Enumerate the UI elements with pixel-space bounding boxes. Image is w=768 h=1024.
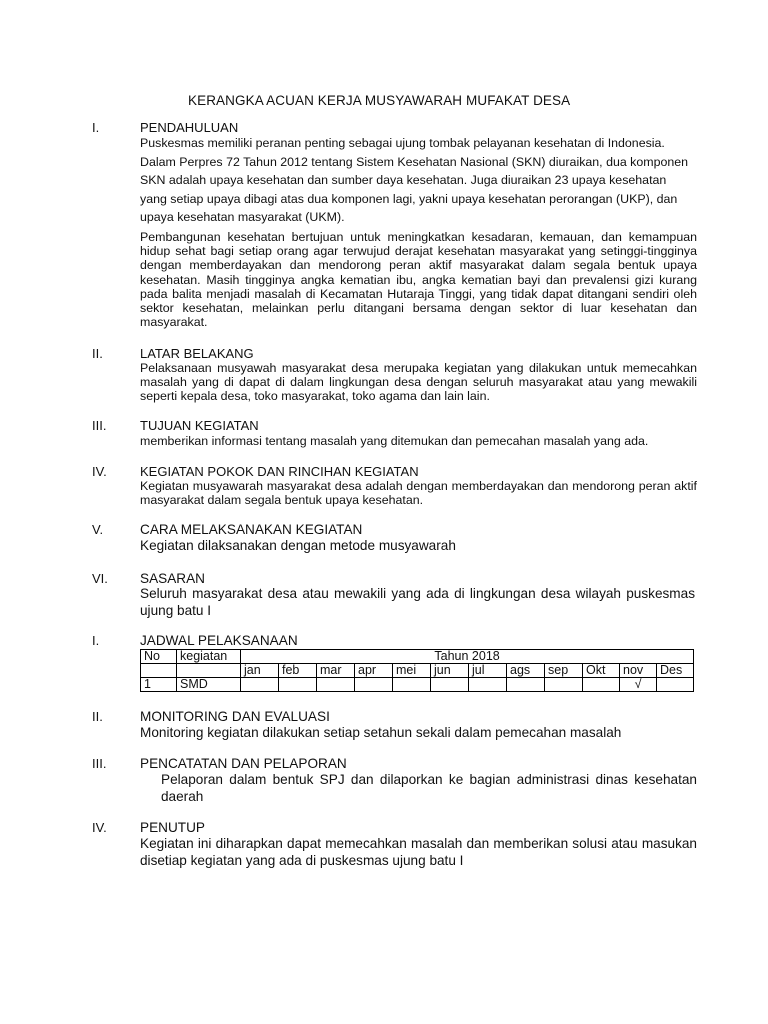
table-months-row xyxy=(141,664,694,678)
table-header-row xyxy=(141,650,694,664)
month-cell: mar xyxy=(317,664,355,678)
section-number: IV. xyxy=(92,820,107,835)
schedule-table xyxy=(140,649,694,692)
section-number: IV. xyxy=(92,464,107,479)
check-mark: √ xyxy=(620,678,657,692)
mark-cell xyxy=(469,678,507,692)
mark-cell xyxy=(431,678,469,692)
row-activity: SMD xyxy=(177,678,241,692)
section-heading: SASARAN xyxy=(140,571,205,586)
section-heading: MONITORING DAN EVALUASI xyxy=(140,709,330,724)
section-number: I. xyxy=(92,120,100,135)
month-cell: sep xyxy=(545,664,583,678)
month-cell: Des xyxy=(657,664,694,678)
section-number: III. xyxy=(92,418,107,433)
mark-cell xyxy=(317,678,355,692)
mark-cell xyxy=(507,678,545,692)
section-text: Kegiatan musyawarah masyarakat desa adalah dengan memberdayakan dan mendorong peran aktif masyarakat dalam segala bentuk upaya kesehatan. xyxy=(140,479,697,508)
header-year: Tahun 2018 xyxy=(241,650,694,664)
section-number: III. xyxy=(92,756,107,771)
section-heading: LATAR BELAKANG xyxy=(140,346,254,361)
mark-cell xyxy=(393,678,431,692)
mark-cell xyxy=(355,678,393,692)
section-heading: JADWAL PELAKSANAAN xyxy=(140,633,298,648)
intro-line: upaya kesehatan masyarakat (UKM). xyxy=(140,210,345,224)
section-heading: PENDAHULUAN xyxy=(140,120,239,135)
intro-line: Dalam Perpres 72 Tahun 2012 tentang Sistem Kesehatan Nasional (SKN) diuraikan, dua komponen xyxy=(140,155,689,169)
section-text: Seluruh masyarakat desa atau mewakili yang ada di lingkungan desa wilayah puskesmas ujung batu I xyxy=(140,586,695,618)
intro-paragraph: Pembangunan kesehatan bertujuan untuk meningkatkan kesadaran, kemauan, dan kemampuan hidup sehat bagi setiap orang agar terwujud derajat kesehatan masyarakat yang setinggi-tingginya dengan memberdayakan dan mendorong peran aktif masyarakat dalam segala bentuk upaya kesehatan. Masih tingginya angka kematian ibu, angka kematian bayi dan prevalensi gizi kurang pada balita menjadi masalah di Kecamatan Hutaraja Tinggi, yang tidak dapat ditangani sendiri oleh sektor kesehatan, melainkan perlu ditangani bersama dengan sektor di luar kesehatan dan masyarakat. xyxy=(140,230,697,330)
month-cell: Okt xyxy=(583,664,620,678)
section-number: II. xyxy=(92,709,103,724)
month-cell: mei xyxy=(393,664,431,678)
month-cell: ags xyxy=(507,664,545,678)
intro-line: SKN adalah upaya kesehatan dan sumber daya kesehatan. Juga diuraikan 23 upaya kesehatan xyxy=(140,173,667,187)
section-heading: KEGIATAN POKOK DAN RINCIHAN KEGIATAN xyxy=(140,464,419,479)
month-cell: apr xyxy=(355,664,393,678)
page-title: KERANGKA ACUAN KERJA MUSYAWARAH MUFAKAT DESA xyxy=(188,93,571,108)
section-number: II. xyxy=(92,346,103,361)
section-heading: PENCATATAN DAN PELAPORAN xyxy=(140,756,347,771)
month-cell: jan xyxy=(241,664,279,678)
section-text: Pelaporan dalam bentuk SPJ dan dilaporkan ke bagian administrasi dinas kesehatan daerah xyxy=(161,772,697,804)
section-text: Kegiatan dilaksanakan dengan metode musyawarah xyxy=(140,538,456,553)
section-heading: PENUTUP xyxy=(140,820,205,835)
intro-line: yang setiap upaya dibagi atas dua komponen lagi, yakni upaya kesehatan perorangan (UKP), dan xyxy=(140,192,678,206)
section-number: V. xyxy=(92,522,104,537)
row-no: 1 xyxy=(141,678,177,692)
section-text: memberikan informasi tentang masalah yang ditemukan dan pemecahan masalah yang ada. xyxy=(140,434,649,448)
mark-cell xyxy=(279,678,317,692)
section-number: VI. xyxy=(92,571,108,586)
section-text: Monitoring kegiatan dilakukan setiap setahun sekali dalam pemecahan masalah xyxy=(140,725,622,740)
section-heading: TUJUAN KEGIATAN xyxy=(140,418,259,433)
mark-cell xyxy=(545,678,583,692)
header-activity: kegiatan xyxy=(177,650,241,664)
table-row xyxy=(141,678,694,692)
mark-cell xyxy=(657,678,694,692)
section-heading: CARA MELAKSANAKAN KEGIATAN xyxy=(140,522,363,537)
intro-line: Puskesmas memiliki peranan penting sebagai ujung tombak pelayanan kesehatan di Indonesia. xyxy=(140,136,665,150)
mark-cell xyxy=(241,678,279,692)
month-cell: jun xyxy=(431,664,469,678)
month-cell: nov xyxy=(620,664,657,678)
month-cell: jul xyxy=(469,664,507,678)
section-number: I. xyxy=(92,633,100,648)
mark-cell xyxy=(583,678,620,692)
section-text: Pelaksanaan musyawah masyarakat desa merupaka kegiatan yang dilakukan untuk memecahkan masalah yang di dapat di dalam lingkungan desa dengan seluruh masyarakat atau yang mewakili seperti kepala desa, toko masyarakat, toko agama dan lain lain. xyxy=(140,361,697,404)
section-text: Kegiatan ini diharapkan dapat memecahkan masalah dan memberikan solusi atau masukan disetiap kegiatan yang ada di puskesmas ujung batu I xyxy=(140,836,697,868)
header-no: No xyxy=(141,650,177,664)
month-cell: feb xyxy=(279,664,317,678)
